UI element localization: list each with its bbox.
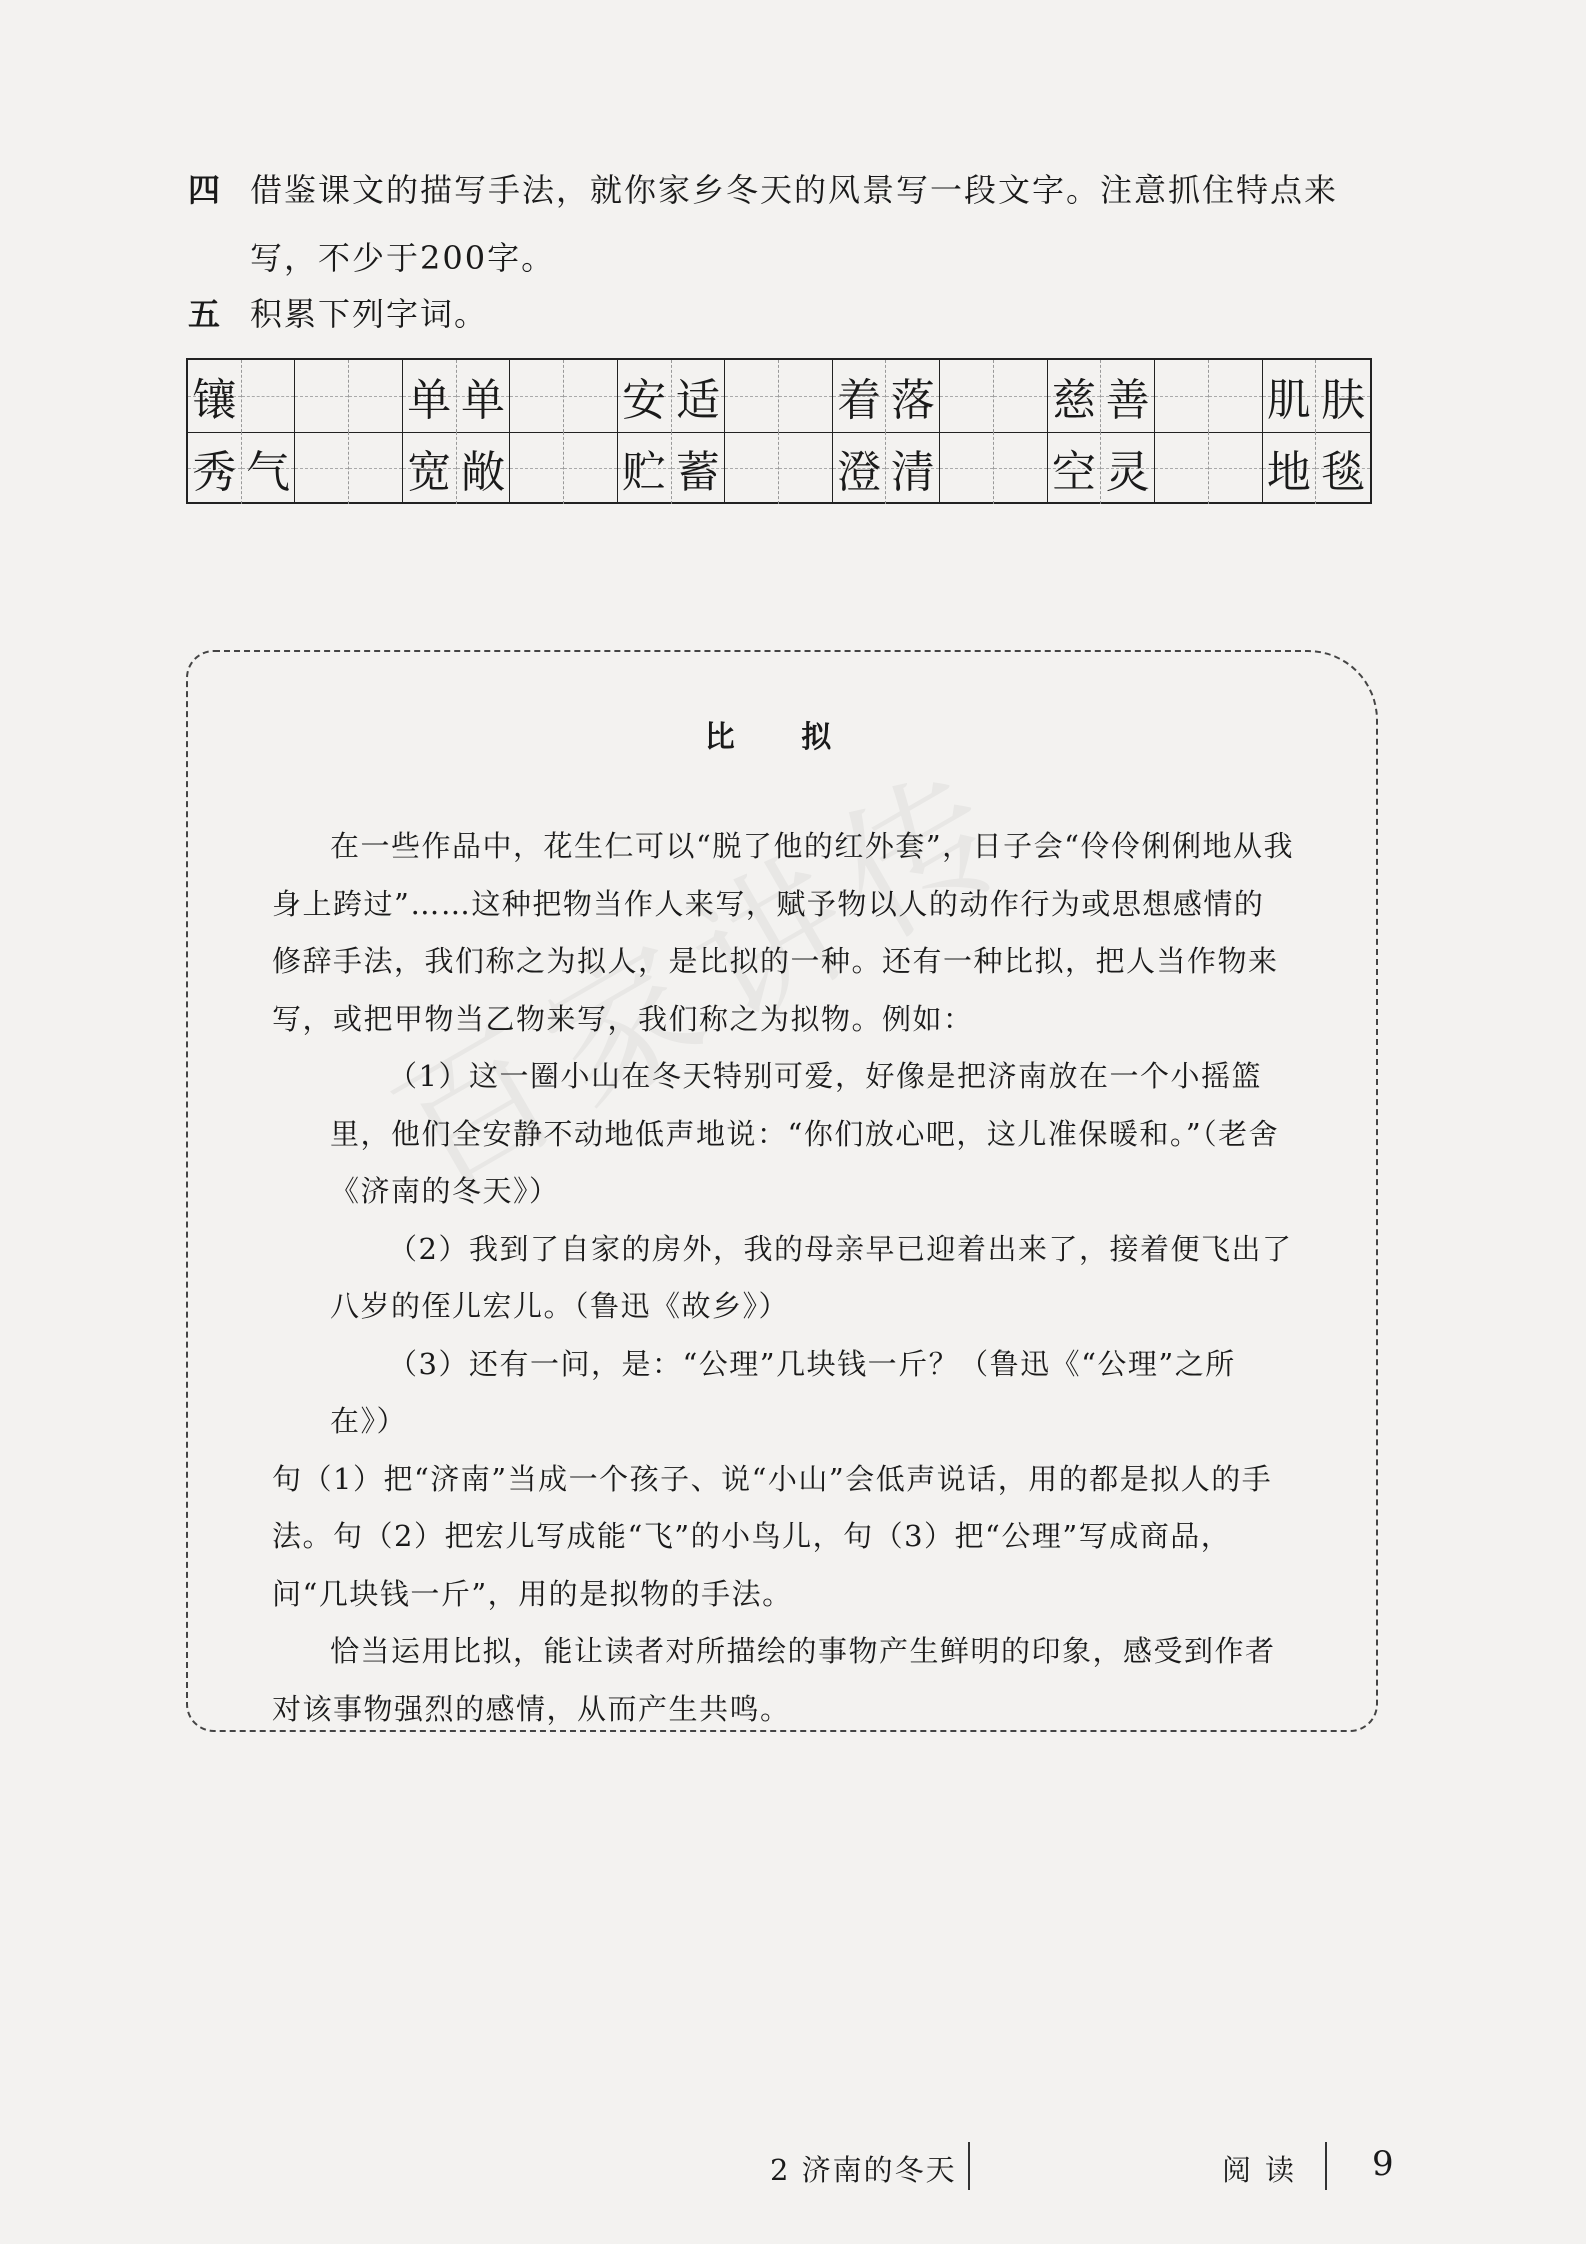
grid-cell bbox=[618, 360, 672, 432]
grid-cell bbox=[564, 432, 618, 504]
grid-cell bbox=[295, 432, 349, 504]
grid-cell bbox=[349, 360, 403, 432]
grid-cell bbox=[833, 432, 887, 504]
grid-cell bbox=[833, 360, 887, 432]
grid-cell bbox=[672, 432, 726, 504]
grid-cell bbox=[672, 360, 726, 432]
grid-character: 慈 bbox=[1051, 375, 1096, 426]
grid-cell bbox=[994, 360, 1048, 432]
grid-cell bbox=[886, 432, 940, 504]
tip-body bbox=[272, 818, 1294, 1738]
grid-character: 肤 bbox=[1321, 375, 1366, 426]
grid-character: 单 bbox=[407, 375, 452, 426]
grid-cell bbox=[564, 360, 618, 432]
grid-cell bbox=[1101, 432, 1155, 504]
grid-character: 落 bbox=[890, 375, 935, 426]
grid-cell bbox=[188, 360, 242, 432]
section-4-prompt: 借鉴课文的描写手法，就你家乡冬天的风景写一段文字。注意抓住特点来 bbox=[250, 171, 1339, 209]
tip-paragraph-1: 在一些作品中，花生仁可以“脱了他的红外套”，日子会“伶伶俐俐地从我身上跨过”……这种把物当作人来写，赋予物以人的动作行为或思想感情的修辞手法，我们称之为拟人，是比拟的一种。还有一种比拟，把人当作物来写，或把甲物当乙物来写，我们称之为拟物。例如： bbox=[272, 829, 1294, 1036]
tip-box bbox=[186, 650, 1378, 1732]
tip-example-3: （3）还有一问，是：“公理”几块钱一斤？（鲁迅《“公理”之所在》） bbox=[330, 1346, 1236, 1438]
grid-cell bbox=[403, 432, 457, 504]
grid-cell bbox=[188, 432, 242, 504]
tip-title: 比 拟 bbox=[704, 720, 860, 755]
grid-character: 澄 bbox=[837, 447, 882, 498]
tip-example-1: （1）这一圈小山在冬天特别可爱，好像是把济南放在一个小摇篮里，他们全安静不动地低声地说：“你们放心吧，这儿准保暖和。”（老舍《济南的冬天》） bbox=[330, 1059, 1280, 1208]
grid-cell bbox=[349, 432, 403, 504]
grid-cell bbox=[1155, 360, 1209, 432]
grid-cell bbox=[242, 360, 296, 432]
grid-cell bbox=[1316, 432, 1370, 504]
grid-character: 秀 bbox=[192, 447, 237, 498]
grid-character: 空 bbox=[1051, 447, 1096, 498]
footer-divider bbox=[1325, 2142, 1327, 2190]
grid-cell bbox=[1209, 432, 1263, 504]
tip-paragraph-2: 句（1）把“济南”当成一个孩子、说“小山”会低声说话，用的都是拟人的手法。句（2）把宏儿写成能“飞”的小鸟儿，句（3）把“公理”写成商品，问“几块钱一斤”，用的是拟物的手法。 bbox=[272, 1461, 1273, 1611]
footer-divider bbox=[968, 2142, 970, 2190]
grid-cell bbox=[1048, 432, 1102, 504]
grid-cell bbox=[994, 432, 1048, 504]
grid-cell bbox=[510, 360, 564, 432]
grid-character: 肌 bbox=[1266, 375, 1311, 426]
grid-character: 敞 bbox=[460, 447, 505, 498]
section-4-line-2: 写，不少于200字。 bbox=[250, 239, 556, 277]
grid-cell bbox=[403, 360, 457, 432]
tip-example-2: （2）我到了自家的房外，我的母亲早已迎着出来了，接着便飞出了八岁的侄儿宏儿。（鲁迅《故乡》） bbox=[330, 1231, 1293, 1323]
grid-cell bbox=[1101, 360, 1155, 432]
section-4-number: 四 bbox=[188, 171, 223, 209]
grid-character: 毯 bbox=[1321, 447, 1366, 498]
grid-cell bbox=[1263, 432, 1317, 504]
grid-cell bbox=[886, 360, 940, 432]
grid-character: 地 bbox=[1266, 447, 1311, 498]
grid-row-1 bbox=[188, 360, 1370, 433]
page-footer bbox=[0, 2140, 1586, 2200]
grid-cell bbox=[1048, 360, 1102, 432]
grid-character: 宽 bbox=[407, 447, 452, 498]
grid-cell bbox=[242, 432, 296, 504]
page-number: 9 bbox=[1372, 2144, 1394, 2184]
footer-lesson-title: 2 济南的冬天 bbox=[770, 2153, 957, 2187]
section-5-heading bbox=[188, 292, 488, 336]
tip-paragraph-3: 恰当运用比拟，能让读者对所描绘的事物产生鲜明的印象，感受到作者对该事物强烈的感情，从而产生共鸣。 bbox=[272, 1634, 1276, 1726]
grid-character: 着 bbox=[837, 375, 882, 426]
grid-cell bbox=[1209, 360, 1263, 432]
grid-cell bbox=[1316, 360, 1370, 432]
grid-cell bbox=[779, 360, 833, 432]
footer-section-name: 阅读 bbox=[1222, 2153, 1309, 2187]
section-5-number: 五 bbox=[188, 295, 223, 333]
grid-character: 贮 bbox=[622, 447, 667, 498]
grid-character: 蓄 bbox=[675, 447, 720, 498]
section-5-title: 积累下列字词。 bbox=[250, 295, 489, 333]
character-grid bbox=[186, 358, 1372, 504]
grid-character: 单 bbox=[460, 375, 505, 426]
section-4-line-1 bbox=[188, 168, 1338, 212]
grid-character: 适 bbox=[675, 375, 720, 426]
grid-cell bbox=[725, 432, 779, 504]
grid-character: 善 bbox=[1105, 375, 1150, 426]
grid-character: 气 bbox=[246, 447, 291, 498]
grid-row-2 bbox=[188, 432, 1370, 504]
grid-cell bbox=[1263, 360, 1317, 432]
grid-cell bbox=[1155, 432, 1209, 504]
grid-cell bbox=[295, 360, 349, 432]
grid-character: 安 bbox=[622, 375, 667, 426]
grid-cell bbox=[457, 432, 511, 504]
grid-character: 镶 bbox=[192, 375, 237, 426]
grid-cell bbox=[940, 360, 994, 432]
grid-cell bbox=[510, 432, 564, 504]
grid-character: 清 bbox=[890, 447, 935, 498]
grid-character: 灵 bbox=[1105, 447, 1150, 498]
grid-cell bbox=[457, 360, 511, 432]
grid-cell bbox=[779, 432, 833, 504]
grid-cell bbox=[618, 432, 672, 504]
grid-cell bbox=[940, 432, 994, 504]
grid-cell bbox=[725, 360, 779, 432]
